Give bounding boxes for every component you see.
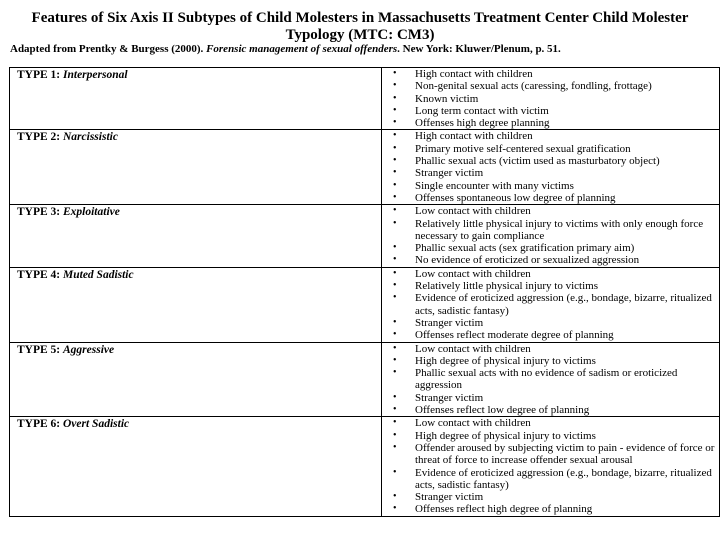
bullet-icon: • (393, 254, 397, 266)
feature-text: Offenses reflect low degree of planning (415, 404, 590, 417)
type-row (10, 342, 720, 417)
feature-item (382, 130, 719, 142)
typology-table (9, 67, 720, 517)
bullet-icon: • (393, 316, 397, 328)
feature-text: Low contact with children (415, 267, 531, 280)
type-name: Narcissistic (63, 131, 118, 144)
bullet-icon: • (393, 329, 397, 341)
feature-item (382, 80, 719, 92)
type-row (10, 130, 720, 205)
type-name: Overt Sadistic (63, 418, 130, 431)
feature-text: High degree of physical injury to victims (415, 354, 596, 367)
feature-list (382, 268, 719, 342)
title-line-1: Features of Six Axis II Subtypes of Child Molesters in Massachusetts Treatment Center Child Molester (31, 10, 689, 26)
type-row (10, 68, 720, 130)
feature-item (382, 93, 719, 105)
features-cell (382, 205, 720, 267)
feature-item (382, 268, 719, 280)
bullet-icon: • (393, 503, 397, 515)
feature-text: Primary motive self-centered sexual gratification (415, 142, 631, 155)
bullet-icon: • (393, 104, 397, 116)
feature-text: Low contact with children (415, 342, 531, 355)
bullet-icon: • (393, 92, 397, 104)
bullet-icon: • (393, 292, 397, 304)
bullet-icon: • (393, 466, 397, 478)
feature-list (382, 68, 719, 129)
type-row (10, 267, 720, 342)
feature-item (382, 404, 719, 416)
feature-text: Evidence of eroticized aggression (e.g., bondage, bizarre, ritualized acts, sadistic fantasy) (415, 292, 712, 317)
feature-text: Evidence of eroticized aggression (e.g., bondage, bizarre, ritualized acts, sadistic fantasy) (415, 466, 712, 491)
type-prefix: TYPE 5: (17, 343, 61, 356)
feature-item (382, 392, 719, 404)
bullet-icon: • (393, 417, 397, 429)
feature-text: Low contact with children (415, 417, 531, 430)
bullet-icon: • (393, 354, 397, 366)
type-label-cell (10, 205, 382, 267)
feature-list (382, 343, 719, 417)
feature-text: Offenses high degree planning (415, 117, 550, 130)
feature-text: Offender aroused by subjecting victim to pain - evidence of force or threat of force to increase offender sexual arousal (415, 441, 715, 467)
feature-item (382, 355, 719, 367)
typology-table-body (10, 68, 720, 517)
feature-text: Stranger victim (415, 316, 484, 329)
feature-item (382, 242, 719, 254)
type-label-cell (10, 267, 382, 342)
bullet-icon: • (393, 130, 397, 142)
feature-item (382, 205, 719, 217)
feature-item (382, 417, 719, 429)
type-row (10, 417, 720, 516)
feature-item (382, 180, 719, 192)
bullet-icon: • (393, 441, 397, 453)
bullet-icon: • (393, 217, 397, 229)
feature-item (382, 167, 719, 179)
bullet-icon: • (393, 117, 397, 129)
features-cell (382, 342, 720, 417)
feature-text: Phallic sexual acts (sex gratification primary aim) (415, 242, 635, 255)
feature-item (382, 155, 719, 167)
feature-item (382, 367, 719, 392)
feature-list (382, 130, 719, 204)
type-label-cell (10, 130, 382, 205)
feature-text: Phallic sexual acts (victim used as masturbatory object) (415, 155, 660, 168)
feature-item (382, 68, 719, 80)
type-prefix: TYPE 4: (17, 268, 61, 281)
type-prefix: TYPE 6: (17, 418, 61, 431)
type-prefix: TYPE 2: (17, 131, 61, 144)
feature-text: Single encounter with many victims (415, 179, 574, 192)
feature-item (382, 218, 719, 243)
feature-text: High degree of physical injury to victims (415, 429, 596, 442)
bullet-icon: • (393, 280, 397, 292)
bullet-icon: • (393, 267, 397, 279)
document-title (0, 10, 720, 44)
bullet-icon: • (393, 80, 397, 92)
bullet-icon: • (393, 429, 397, 441)
feature-item (382, 105, 719, 117)
bullet-icon: • (393, 242, 397, 254)
feature-item (382, 192, 719, 204)
features-cell (382, 417, 720, 516)
type-name: Aggressive (63, 343, 115, 356)
bullet-icon: • (393, 205, 397, 217)
type-name: Exploitative (63, 206, 120, 219)
feature-item (382, 280, 719, 292)
feature-item (382, 467, 719, 492)
feature-list (382, 205, 719, 266)
bullet-icon: • (393, 491, 397, 503)
type-label-cell (10, 342, 382, 417)
citation-prefix: Adapted from Prentky & Burgess (2000). (10, 43, 204, 55)
feature-item (382, 117, 719, 129)
feature-text: Stranger victim (415, 491, 484, 504)
feature-text: Stranger victim (415, 167, 484, 180)
feature-item (382, 503, 719, 515)
feature-text: Low contact with children (415, 205, 531, 218)
bullet-icon: • (393, 367, 397, 379)
feature-item (382, 329, 719, 341)
bullet-icon: • (393, 179, 397, 191)
bullet-icon: • (393, 391, 397, 403)
bullet-icon: • (393, 155, 397, 167)
feature-text: Offenses reflect high degree of planning (415, 503, 593, 516)
type-label-cell (10, 68, 382, 130)
feature-item (382, 292, 719, 317)
bullet-icon: • (393, 342, 397, 354)
type-name: Interpersonal (63, 69, 128, 81)
feature-item (382, 491, 719, 503)
feature-text: Phallic sexual acts with no evidence of sadism or eroticized aggression (415, 367, 678, 392)
title-line-2: Typology (MTC: CM3) (285, 27, 435, 43)
feature-text: No evidence of eroticized or sexualized aggression (415, 254, 640, 267)
features-cell (382, 267, 720, 342)
feature-text: Offenses reflect moderate degree of planning (415, 329, 614, 342)
feature-text: High contact with children (415, 68, 533, 80)
feature-item (382, 254, 719, 266)
feature-text: Long term contact with victim (415, 104, 549, 117)
features-cell (382, 68, 720, 130)
feature-list (382, 417, 719, 515)
feature-item (382, 343, 719, 355)
bullet-icon: • (393, 167, 397, 179)
feature-text: High contact with children (415, 130, 533, 143)
type-name: Muted Sadistic (63, 268, 134, 281)
feature-item (382, 143, 719, 155)
type-row (10, 205, 720, 267)
citation (10, 43, 561, 56)
bullet-icon: • (393, 404, 397, 416)
citation-suffix: . New York: Kluwer/Plenum, p. 51. (397, 43, 561, 55)
bullet-icon: • (393, 68, 397, 79)
feature-item (382, 430, 719, 442)
feature-item (382, 442, 719, 467)
bullet-icon: • (393, 142, 397, 154)
type-prefix: TYPE 3: (17, 206, 61, 219)
type-prefix: TYPE 1: (17, 69, 61, 81)
citation-book: Forensic management of sexual offenders (206, 43, 398, 55)
feature-text: Relatively little physical injury to victims (415, 280, 598, 293)
feature-text: Known victim (415, 92, 479, 105)
type-label-cell (10, 417, 382, 516)
feature-item (382, 317, 719, 329)
feature-text: Offenses spontaneous low degree of planning (415, 191, 616, 204)
features-cell (382, 130, 720, 205)
feature-text: Stranger victim (415, 391, 484, 404)
feature-text: Non-genital sexual acts (caressing, fondling, frottage) (415, 80, 652, 93)
bullet-icon: • (393, 191, 397, 203)
feature-text: Relatively little physical injury to victims with only enough force necessary to gain compliance (415, 217, 704, 242)
